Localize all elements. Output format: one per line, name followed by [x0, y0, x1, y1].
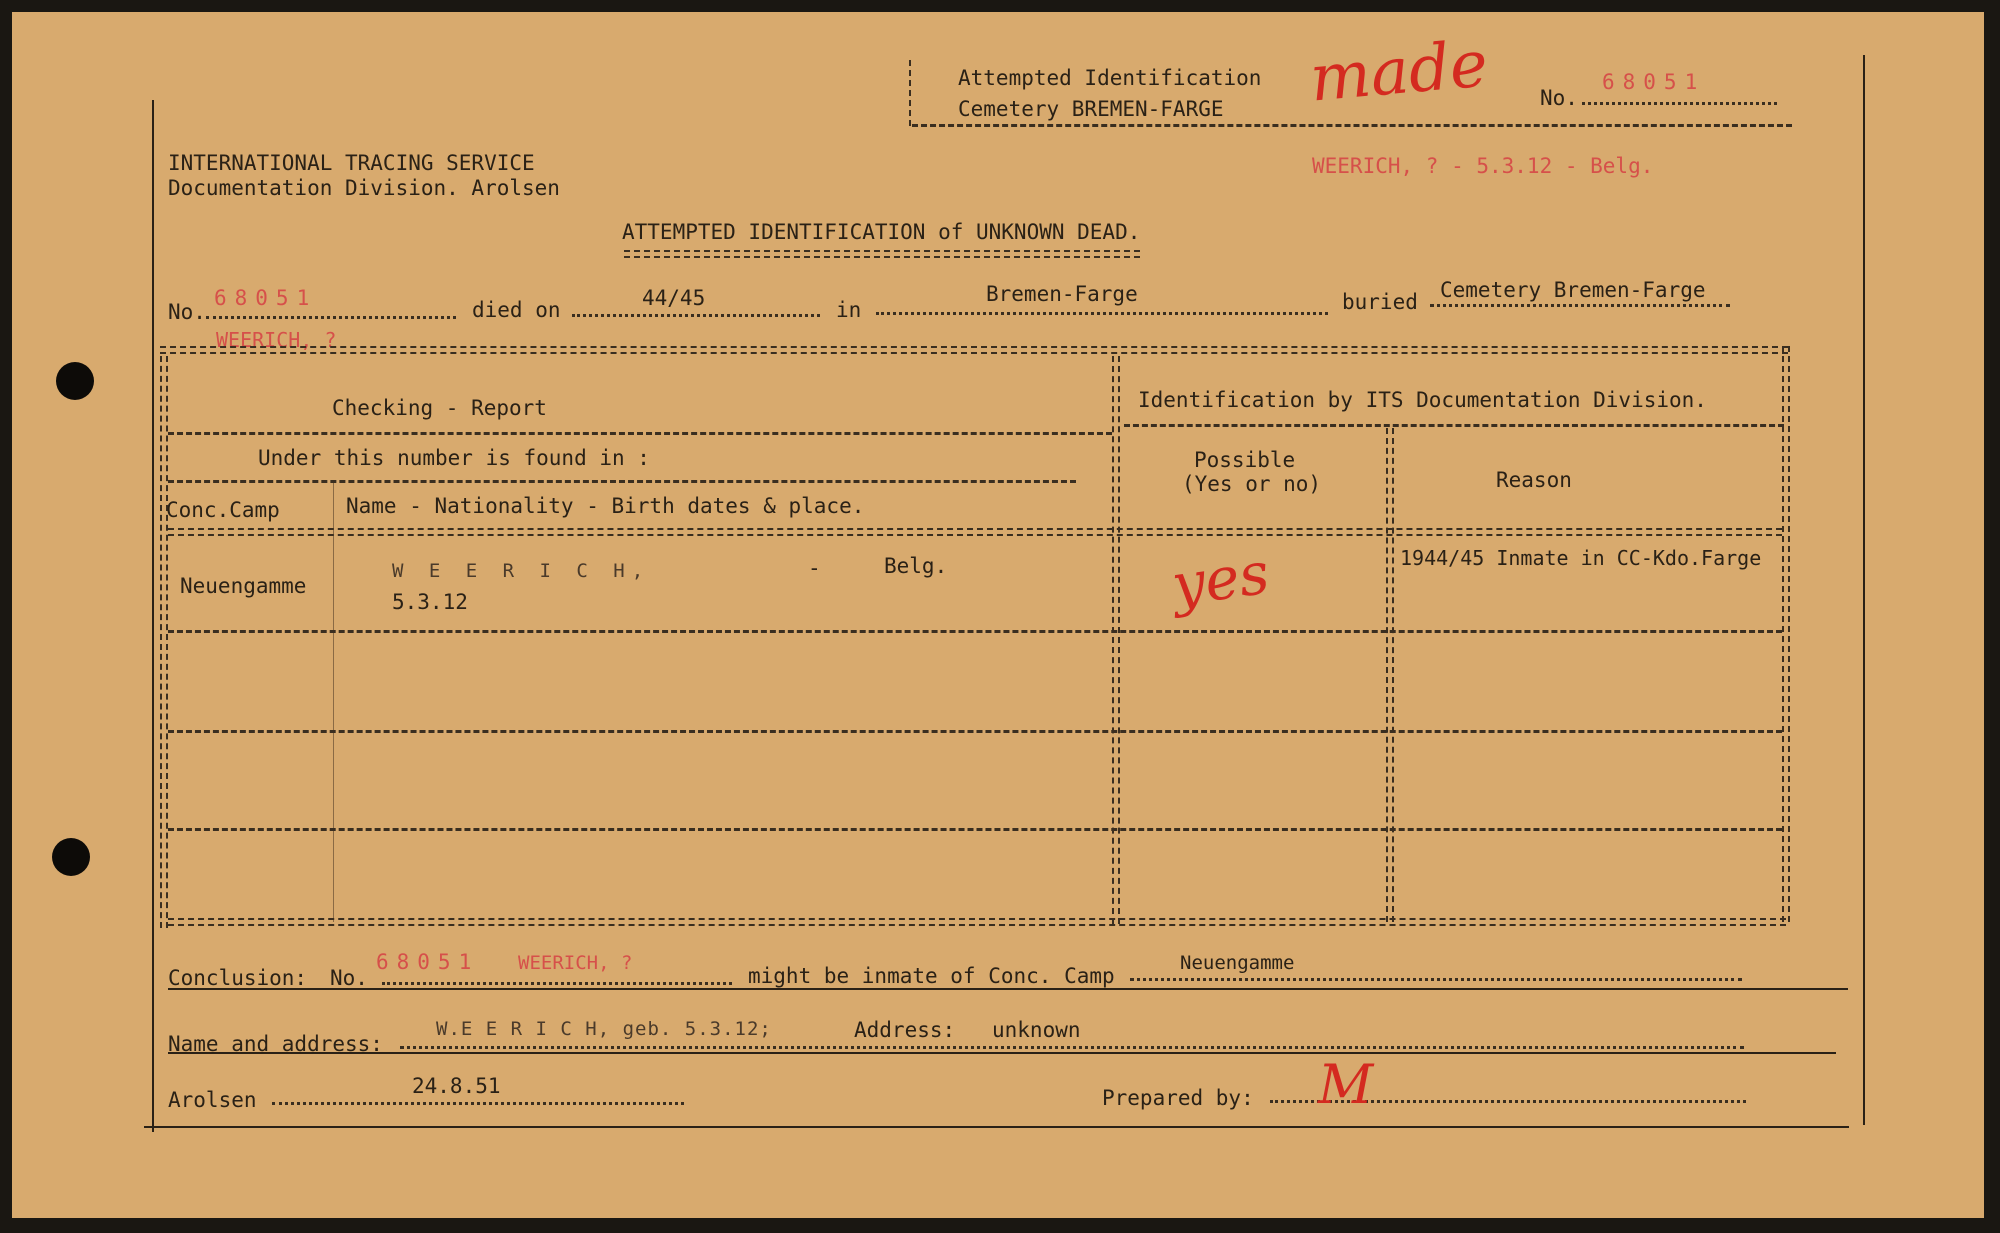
title-underline: [624, 250, 1140, 258]
died-on-dots: [572, 314, 820, 317]
stamp-box-bottom-edge: [912, 124, 1792, 127]
header-no-label: No.: [1540, 86, 1578, 110]
row1-divider: [168, 630, 1782, 633]
address-address-value: unknown: [992, 1018, 1081, 1042]
buried-value: Cemetery Bremen-Farge: [1440, 278, 1706, 302]
table-top-border: [160, 346, 1788, 354]
footer-date: 24.8.51: [412, 1074, 501, 1098]
card-left-border: [152, 100, 154, 1132]
col-name-header: Name - Nationality - Birth dates & place.: [346, 494, 865, 518]
header-no-dots: [1582, 102, 1777, 105]
row1-dash: -: [808, 556, 821, 580]
place-value: Bremen-Farge: [986, 282, 1138, 306]
table-left-border: [160, 356, 168, 928]
row1-nationality: Belg.: [884, 554, 948, 578]
identification-header: Identification by ITS Documentation Division.: [1138, 388, 1707, 412]
punch-hole-top: [56, 362, 94, 400]
died-on-value: 44/45: [642, 286, 706, 310]
stamp-line-2: Cemetery BREMEN-FARGE: [958, 97, 1224, 121]
conclusion-camp-dots: [1130, 978, 1742, 981]
conclusion-camp: Neuengamme: [1180, 952, 1295, 974]
record-no-label: No.: [168, 300, 206, 324]
died-on-label: died on: [472, 298, 561, 322]
checking-report-header: Checking - Report: [332, 396, 547, 420]
table-possible-border: [1386, 428, 1394, 922]
org-line-2: Documentation Division. Arolsen: [168, 176, 560, 200]
address-label: Name and address:: [168, 1032, 383, 1056]
prepared-by-label: Prepared by:: [1102, 1086, 1254, 1110]
col-camp-header: Conc.Camp: [166, 498, 280, 522]
footer-date-dots: [272, 1102, 684, 1105]
stamp-box-left-edge: [909, 60, 911, 126]
document-title: ATTEMPTED IDENTIFICATION of UNKNOWN DEAD.: [622, 220, 1141, 244]
row1-possible-handwritten: yes: [1167, 538, 1274, 620]
row1-camp: Neuengamme: [180, 574, 307, 598]
handwritten-made: made: [1307, 27, 1491, 117]
conclusion-no-value: 68051: [376, 950, 480, 974]
footer-place: Arolsen: [168, 1088, 257, 1112]
conclusion-label: Conclusion:: [168, 966, 308, 990]
row3-divider: [168, 828, 1782, 831]
record-no-value: 68051: [214, 286, 318, 310]
col-reason-header: Reason: [1496, 468, 1572, 492]
conclusion-no-dots: [382, 982, 732, 985]
record-name-note: WEERICH, ?: [216, 328, 337, 352]
header-row-divider: [168, 432, 1112, 435]
found-in-divider: [168, 480, 1076, 483]
address-rule: [168, 1052, 1836, 1054]
row1-birth: 5.3.12: [392, 590, 468, 614]
buried-label: buried: [1342, 290, 1418, 314]
address-address-label: Address:: [854, 1018, 956, 1042]
address-name-value: W.E E R I C H, geb. 5.3.12;: [436, 1018, 772, 1040]
column-header-underline: [168, 528, 1782, 536]
conclusion-rule: [168, 988, 1848, 990]
conclusion-text: might be inmate of Conc. Camp: [748, 964, 1115, 988]
header-summary: WEERICH, ? - 5.3.12 - Belg.: [1312, 154, 1654, 178]
prepared-by-signature: M: [1318, 1053, 1374, 1116]
in-label: in: [836, 298, 862, 322]
card-bottom-border: [144, 1126, 1849, 1128]
header-no-value: 68051: [1602, 70, 1706, 94]
header-row-divider-right: [1124, 424, 1784, 427]
row1-reason: 1944/45 Inmate in CC-Kdo.Farge: [1400, 546, 1762, 570]
row2-divider: [168, 730, 1782, 733]
found-in-label: Under this number is found in :: [258, 446, 650, 470]
conclusion-name: WEERICH, ?: [518, 952, 633, 974]
table-middle-border: [1112, 356, 1120, 924]
punch-hole-bottom: [52, 838, 90, 876]
stamp-line-1: Attempted Identification: [958, 66, 1262, 90]
card-right-border: [1863, 55, 1865, 1125]
row1-name: W E E R I C H,: [392, 560, 651, 582]
org-line-1: INTERNATIONAL TRACING SERVICE: [168, 151, 535, 175]
col-possible-subheader: (Yes or no): [1182, 472, 1322, 496]
camp-column-divider: [333, 482, 334, 922]
col-possible-header: Possible: [1194, 448, 1296, 472]
table-right-border: [1782, 346, 1790, 922]
table-bottom-border: [168, 918, 1786, 926]
address-dots: [400, 1046, 1744, 1049]
buried-dots: [1430, 304, 1730, 307]
conclusion-no-label: No.: [330, 966, 368, 990]
record-no-dots: [206, 316, 456, 319]
place-dots: [876, 312, 1328, 315]
